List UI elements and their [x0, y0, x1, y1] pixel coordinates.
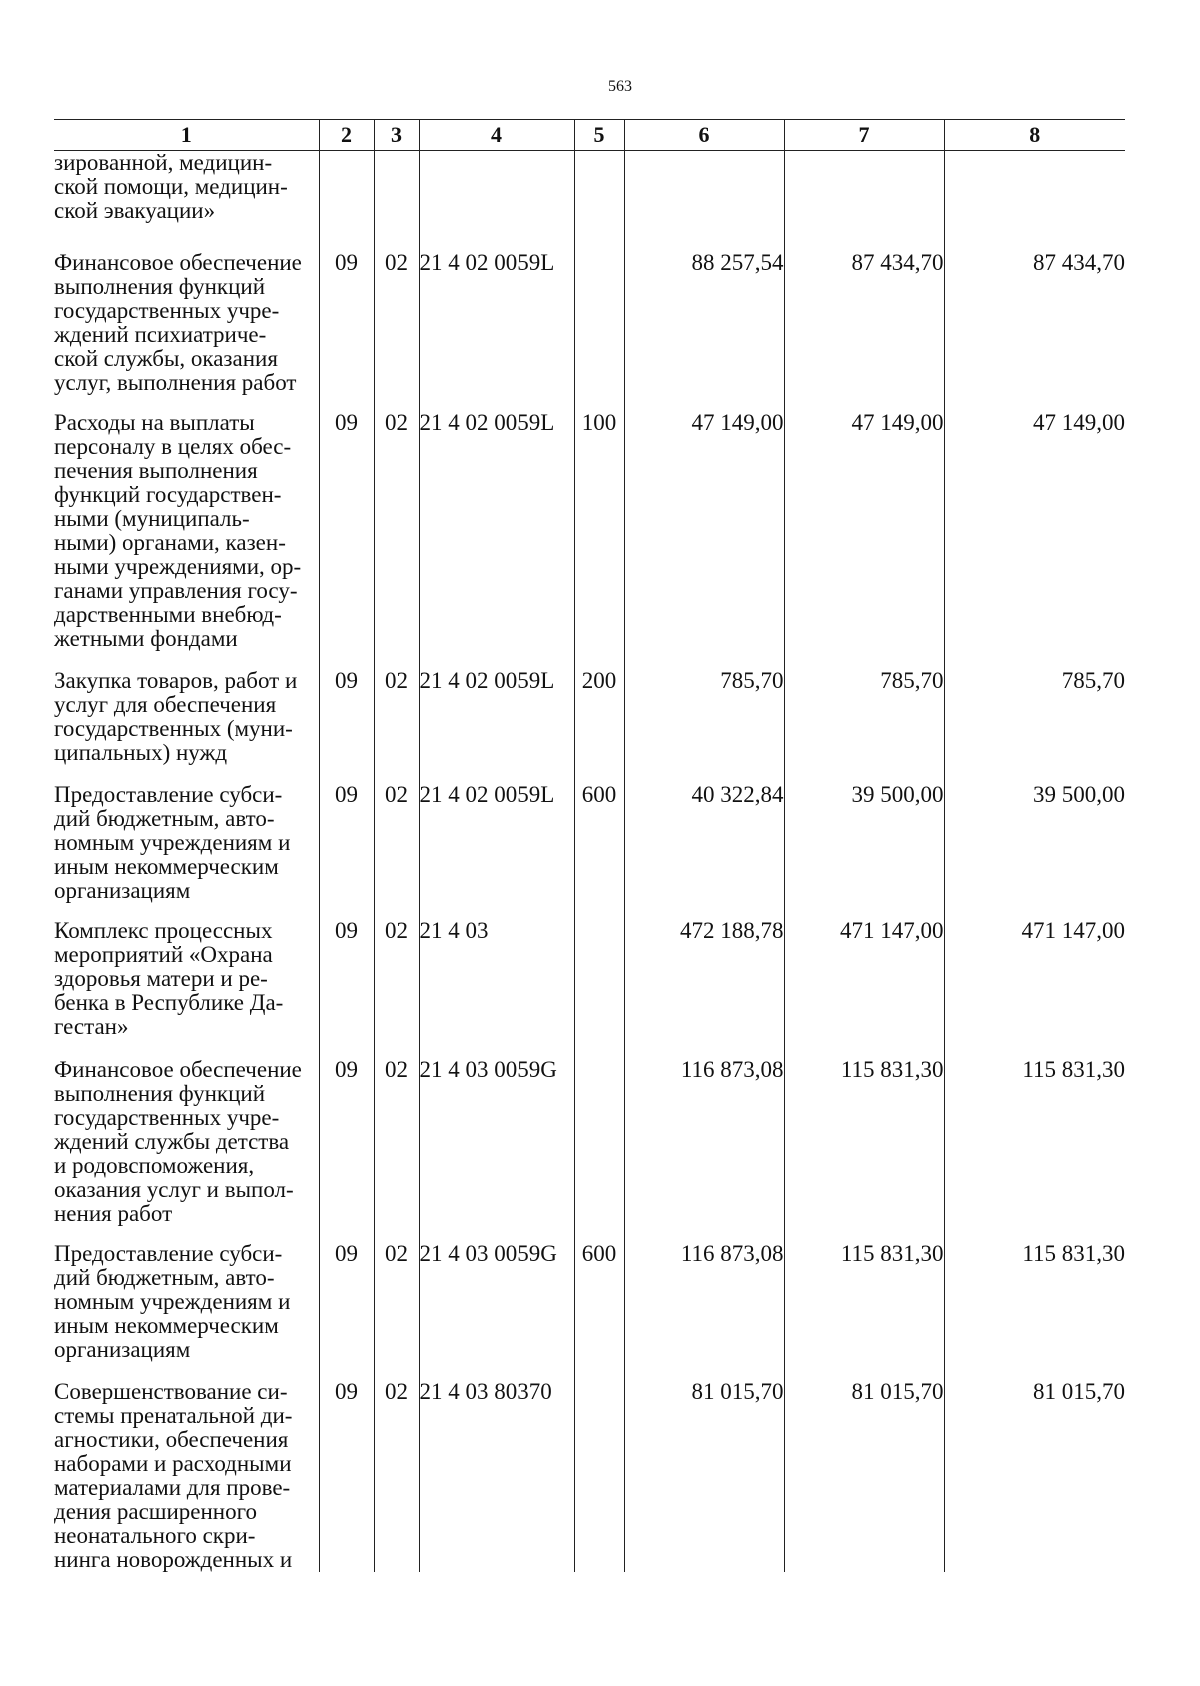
- table-row: [54, 1058, 1125, 1242]
- column-header-1: 1: [54, 120, 319, 151]
- expense-type-code: 600: [574, 783, 624, 919]
- amount-col6: 88 257,54: [624, 251, 784, 411]
- column-header-8: 8: [944, 120, 1125, 151]
- section-code: 09: [319, 919, 374, 1058]
- expense-type-code: [574, 251, 624, 411]
- column-header-3: 3: [374, 120, 419, 151]
- column-header-2: 2: [319, 120, 374, 151]
- subsection-code: [374, 151, 419, 252]
- amount-col8: 471 147,00: [944, 919, 1125, 1058]
- amount-col8: 115 831,30: [944, 1058, 1125, 1242]
- table-row: [54, 151, 1125, 252]
- amount-col8: 785,70: [944, 669, 1125, 783]
- target-article-code: 21 4 03 0059G: [419, 1242, 574, 1380]
- table-row: [54, 411, 1125, 669]
- target-article-code: 21 4 02 0059L: [419, 783, 574, 919]
- target-article-code: 21 4 03: [419, 919, 574, 1058]
- target-article-code: 21 4 02 0059L: [419, 411, 574, 669]
- row-description: Комплекс процессных мероприятий «Охрана здоровья матери и ре- бенка в Республике Да- гестан»: [54, 918, 284, 1039]
- row-description: Закупка товаров, работ и услуг для обеспечения государственных (муни- ципальных) нужд: [54, 668, 298, 765]
- amount-col7: 39 500,00: [784, 783, 944, 919]
- target-article-code: 21 4 02 0059L: [419, 251, 574, 411]
- subsection-code: 02: [374, 669, 419, 783]
- row-description: Предоставление субси- дий бюджетным, авто- номным учреждениям и иным некоммерческим организациям: [54, 782, 291, 903]
- subsection-code: 02: [374, 919, 419, 1058]
- amount-col7: 471 147,00: [784, 919, 944, 1058]
- column-header-5: 5: [574, 120, 624, 151]
- section-code: 09: [319, 1242, 374, 1380]
- expense-type-code: 100: [574, 411, 624, 669]
- target-article-code: 21 4 03 0059G: [419, 1058, 574, 1242]
- budget-table: [54, 119, 1125, 1572]
- target-article-code: 21 4 02 0059L: [419, 669, 574, 783]
- amount-col7: 47 149,00: [784, 411, 944, 669]
- amount-col8: 47 149,00: [944, 411, 1125, 669]
- row-description: зированной, медицин- ской помощи, медицин- ской эвакуации»: [54, 150, 288, 223]
- amount-col8: [944, 151, 1125, 252]
- amount-col8: 81 015,70: [944, 1380, 1125, 1572]
- section-code: 09: [319, 251, 374, 411]
- column-header-7: 7: [784, 120, 944, 151]
- table-row: [54, 1242, 1125, 1380]
- expense-type-code: [574, 151, 624, 252]
- amount-col7: [784, 151, 944, 252]
- amount-col6: 81 015,70: [624, 1380, 784, 1572]
- section-code: 09: [319, 669, 374, 783]
- subsection-code: 02: [374, 1380, 419, 1572]
- subsection-code: 02: [374, 1058, 419, 1242]
- column-header-6: 6: [624, 120, 784, 151]
- amount-col8: 115 831,30: [944, 1242, 1125, 1380]
- amount-col6: 116 873,08: [624, 1058, 784, 1242]
- expense-type-code: 600: [574, 1242, 624, 1380]
- row-description: Финансовое обеспечение выполнения функций государственных учре- ждений психиатриче- ской службы, оказания услуг, выполнения работ: [54, 250, 302, 395]
- table-row: [54, 669, 1125, 783]
- amount-col6: 472 188,78: [624, 919, 784, 1058]
- amount-col7: 115 831,30: [784, 1242, 944, 1380]
- section-code: 09: [319, 783, 374, 919]
- expense-type-code: [574, 1058, 624, 1242]
- amount-col6: 47 149,00: [624, 411, 784, 669]
- expense-type-code: [574, 1380, 624, 1572]
- section-code: [319, 151, 374, 252]
- subsection-code: 02: [374, 411, 419, 669]
- amount-col6: 116 873,08: [624, 1242, 784, 1380]
- column-header-4: 4: [419, 120, 574, 151]
- table-row: [54, 783, 1125, 919]
- expense-type-code: 200: [574, 669, 624, 783]
- subsection-code: 02: [374, 783, 419, 919]
- section-code: 09: [319, 411, 374, 669]
- table-row: [54, 919, 1125, 1058]
- table-header-row: [54, 120, 1125, 151]
- amount-col6: 785,70: [624, 669, 784, 783]
- row-description: Совершенствование си- стемы пренатальной ди- агностики, обеспечения наборами и расходными материалами для прове- дения расширенного неонатального скри- нинга новорожденных и: [54, 1379, 293, 1572]
- row-description: Предоставление субси- дий бюджетным, авто- номным учреждениям и иным некоммерческим организациям: [54, 1241, 291, 1362]
- subsection-code: 02: [374, 1242, 419, 1380]
- target-article-code: [419, 151, 574, 252]
- row-description: Финансовое обеспечение выполнения функций государственных учре- ждений службы детства и родовспоможения, оказания услуг и выпол- нения работ: [54, 1057, 302, 1226]
- amount-col8: 87 434,70: [944, 251, 1125, 411]
- amount-col7: 81 015,70: [784, 1380, 944, 1572]
- amount-col6: [624, 151, 784, 252]
- amount-col7: 785,70: [784, 669, 944, 783]
- section-code: 09: [319, 1058, 374, 1242]
- amount-col7: 115 831,30: [784, 1058, 944, 1242]
- row-description: Расходы на выплаты персоналу в целях обес- печения выполнения функций государствен- ными (муниципаль- ными) органами, казен- ными учреждениями, ор- ганами управления госу- дарственными внебюд- жетными фондами: [54, 410, 302, 651]
- table-row: [54, 1380, 1125, 1572]
- expense-type-code: [574, 919, 624, 1058]
- subsection-code: 02: [374, 251, 419, 411]
- amount-col8: 39 500,00: [944, 783, 1125, 919]
- amount-col6: 40 322,84: [624, 783, 784, 919]
- section-code: 09: [319, 1380, 374, 1572]
- target-article-code: 21 4 03 80370: [419, 1380, 574, 1572]
- amount-col7: 87 434,70: [784, 251, 944, 411]
- table-row: [54, 251, 1125, 411]
- page-number: 563: [608, 78, 632, 95]
